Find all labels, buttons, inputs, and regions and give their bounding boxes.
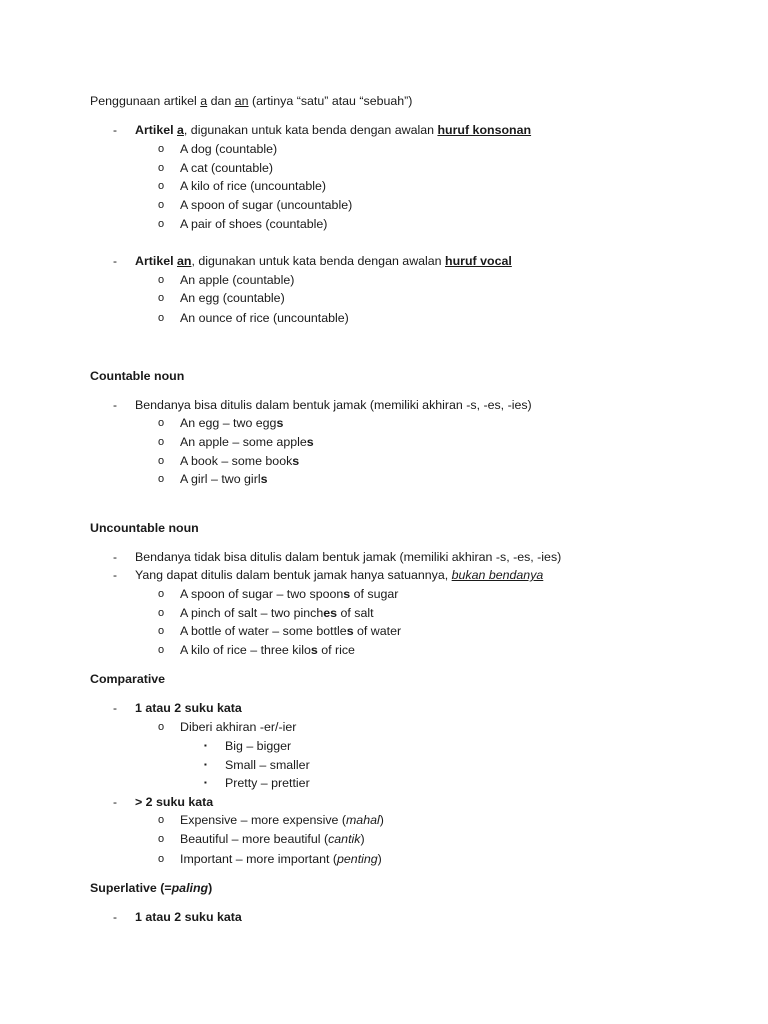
list-item: A dog (countable): [180, 142, 278, 156]
dash-bullet: -: [113, 254, 117, 268]
circle-bullet: o: [158, 312, 165, 324]
circle-bullet: o: [158, 436, 165, 448]
section-heading-comparative: Comparative: [90, 672, 166, 686]
artikel-an-rule: [135, 253, 512, 269]
list-item: A pinch of salt – two pinches of salt: [180, 606, 374, 620]
list-item: A pair of shoes (countable): [180, 217, 328, 231]
section-heading-countable: Countable noun: [90, 369, 185, 383]
article-an: an: [234, 94, 249, 108]
artikel-a-rule: [135, 122, 531, 138]
list-item: Small – smaller: [225, 758, 310, 772]
list-item: A bottle of water – some bottles of water: [180, 624, 402, 638]
list-item: Important – more important (penting): [180, 852, 382, 866]
circle-bullet: o: [158, 853, 165, 865]
list-item: An apple – some apples: [180, 435, 314, 449]
intro-text: (artinya “satu” atau “sebuah”): [248, 94, 413, 108]
intro-text: dan: [207, 94, 235, 108]
comparative-group: > 2 suku kata: [135, 795, 214, 809]
square-bullet: ▪: [204, 741, 207, 750]
list-item: Expensive – more expensive (mahal): [180, 813, 384, 827]
list-item: A book – some books: [180, 454, 300, 468]
rule-label: Artikel: [135, 254, 178, 268]
circle-bullet: o: [158, 833, 165, 845]
comparative-rule: Diberi akhiran -er/-ier: [180, 720, 297, 734]
circle-bullet: o: [158, 625, 165, 637]
circle-bullet: o: [158, 180, 165, 192]
circle-bullet: o: [158, 199, 165, 211]
list-item: An ounce of rice (uncountable): [180, 311, 349, 325]
list-item: A cat (countable): [180, 161, 273, 175]
dash-bullet: -: [113, 910, 117, 924]
intro-line: [90, 93, 412, 109]
rule-article: a: [177, 123, 184, 137]
list-item: Beautiful – more beautiful (cantik): [180, 832, 365, 846]
dash-bullet: -: [113, 568, 117, 582]
square-bullet: ▪: [204, 760, 207, 769]
dash-bullet: -: [113, 398, 117, 412]
rule-desc: , digunakan untuk kata benda dengan awalan: [191, 254, 446, 268]
superlative-group: 1 atau 2 suku kata: [135, 910, 242, 924]
rule-desc: , digunakan untuk kata benda dengan awalan: [183, 123, 438, 137]
list-item: A spoon of sugar – two spoons of sugar: [180, 587, 399, 601]
rule-label: Artikel: [135, 123, 178, 137]
circle-bullet: o: [158, 162, 165, 174]
list-item: An egg – two eggs: [180, 416, 284, 430]
list-item: An egg (countable): [180, 291, 285, 305]
dash-bullet: -: [113, 123, 117, 137]
rule-emphasis: huruf konsonan: [437, 123, 532, 137]
intro-text: Penggunaan artikel: [90, 94, 201, 108]
uncountable-rule: Yang dapat ditulis dalam bentuk jamak hanya satuannya, bukan bendanya: [135, 568, 544, 582]
comparative-group: 1 atau 2 suku kata: [135, 701, 242, 715]
article-a: a: [200, 94, 208, 108]
circle-bullet: o: [158, 588, 165, 600]
circle-bullet: o: [158, 644, 165, 656]
dash-bullet: -: [113, 795, 117, 809]
circle-bullet: o: [158, 473, 165, 485]
section-heading-uncountable: Uncountable noun: [90, 521, 199, 535]
rule-emphasis: huruf vocal: [445, 254, 512, 268]
list-item: A girl – two girls: [180, 472, 268, 486]
dash-bullet: -: [113, 701, 117, 715]
list-item: A kilo of rice – three kilos of rice: [180, 643, 355, 657]
circle-bullet: o: [158, 721, 165, 733]
dash-bullet: -: [113, 550, 117, 564]
list-item: An apple (countable): [180, 273, 295, 287]
uncountable-rule: Bendanya tidak bisa ditulis dalam bentuk jamak (memiliki akhiran -s, -es, -ies): [135, 550, 562, 564]
circle-bullet: o: [158, 274, 165, 286]
circle-bullet: o: [158, 607, 165, 619]
circle-bullet: o: [158, 292, 165, 304]
countable-rule: Bendanya bisa ditulis dalam bentuk jamak (memiliki akhiran -s, -es, -ies): [135, 398, 532, 412]
circle-bullet: o: [158, 143, 165, 155]
circle-bullet: o: [158, 455, 165, 467]
list-item: Pretty – prettier: [225, 776, 310, 790]
list-item: A kilo of rice (uncountable): [180, 179, 327, 193]
rule-article: an: [177, 254, 192, 268]
section-heading-superlative: Superlative (=paling): [90, 881, 213, 895]
circle-bullet: o: [158, 218, 165, 230]
list-item: Big – bigger: [225, 739, 292, 753]
rule-emphasis: bukan bendanya: [451, 568, 544, 582]
list-item: A spoon of sugar (uncountable): [180, 198, 353, 212]
circle-bullet: o: [158, 417, 165, 429]
circle-bullet: o: [158, 814, 165, 826]
square-bullet: ▪: [204, 778, 207, 787]
